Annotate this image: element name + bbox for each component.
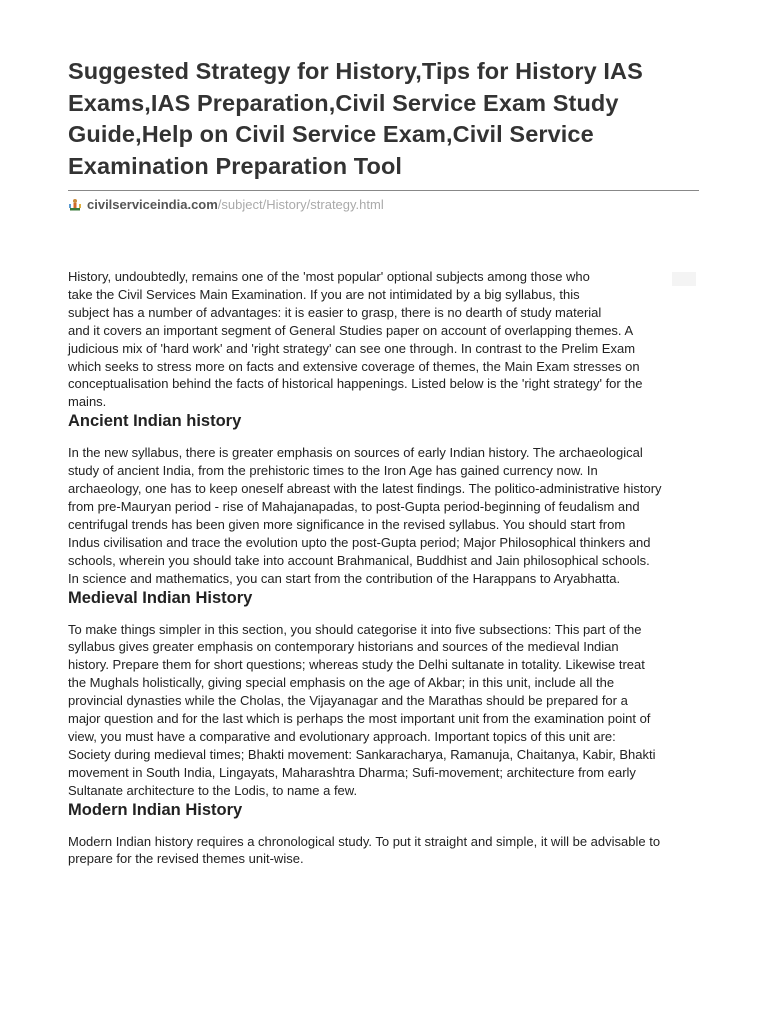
text-line: judicious mix of 'hard work' and 'right strategy' can see one through. In contrast to the Prelim Exam — [68, 340, 636, 356]
title-line: Exams,IAS Preparation,Civil Service Exam Study — [68, 89, 619, 116]
text-line: In science and mathematics, you can start from the contribution of the Harappans to Aryabhatta. — [68, 570, 621, 586]
title-divider — [68, 190, 699, 191]
text-line: In the new syllabus, there is greater emphasis on sources of early Indian history. The archaeological — [68, 445, 643, 461]
title-line: Guide,Help on Civil Service Exam,Civil Service — [68, 121, 594, 147]
section-paragraph-modern — [68, 833, 702, 869]
text-line: movement in South India, Lingayats, Maharashtra Dharma; Sufi-movement; architecture from early — [68, 764, 636, 780]
text-line: the Mughals holistically, giving special emphasis on the age of Akbar; in this unit, include all the — [68, 675, 615, 691]
document-page — [68, 56, 702, 868]
source-domain[interactable]: civilserviceindia.com — [87, 197, 218, 212]
text-line: To make things simpler in this section, you should categorise it into five subsections: This part of the — [68, 621, 642, 637]
intro-paragraph — [68, 268, 702, 411]
source-link[interactable] — [68, 197, 702, 213]
text-line: view, you must have a comparative and evolutionary approach. Important topics of this unit are: — [68, 728, 616, 744]
site-favicon-icon — [68, 198, 82, 212]
text-line: History, undoubtedly, remains one of the 'most popular' optional subjects among those who — [68, 269, 590, 284]
text-line: from pre-Mauryan period - rise of Mahajanapadas, to post-Gupta period-beginning of feudalism and — [68, 498, 640, 514]
text-line: provincial dynasties while the Cholas, the Vijayanagar and the Marathas should be prepared for a — [68, 693, 628, 709]
section-paragraph-medieval — [68, 621, 702, 800]
text-line: and it covers an important segment of General Studies paper on account of overlapping themes. A — [68, 322, 634, 338]
text-line: centrifugal trends has been given more significance in the revised syllabus. You should start from — [68, 516, 626, 532]
section-paragraph-ancient — [68, 444, 702, 587]
text-line: which seeks to stress more on facts and extensive coverage of themes, the Main Exam stresses on — [68, 358, 640, 374]
section-heading-modern: Modern Indian History — [68, 800, 243, 819]
text-line: Indus civilisation and trace the evolution upto the post-Gupta period; Major Philosophical thinkers and — [68, 534, 651, 550]
text-line: major question and for the last which is perhaps the most important unit from the examination point of — [68, 711, 651, 727]
title-line: Examination Preparation Tool — [68, 152, 403, 179]
text-line: subject has a number of advantages: it is easier to grasp, there is no dearth of study material — [68, 304, 602, 320]
text-line: prepare for the revised themes unit-wise. — [68, 851, 304, 867]
title-line: Suggested Strategy for History,Tips for History IAS — [68, 58, 643, 84]
text-line: Sultanate architecture to the Lodis, to name a few. — [68, 782, 358, 798]
text-line: study of ancient India, from the prehistoric times to the Iron Age has gained currency now. In — [68, 463, 598, 479]
source-path[interactable]: /subject/History/strategy.html — [217, 197, 384, 212]
text-line: archaeology, one has to keep oneself abreast with the latest findings. The politico-administrative history — [68, 481, 662, 497]
section-heading-medieval: Medieval Indian History — [68, 588, 253, 607]
page-title — [68, 56, 702, 182]
text-line: take the Civil Services Main Examination. If you are not intimidated by a big syllabus, this — [68, 286, 580, 302]
section-heading-ancient: Ancient Indian history — [68, 412, 242, 431]
text-line: schools, wherein you should take into account Brahmanical, Buddhist and Jain philosophical schools. — [68, 552, 650, 568]
text-line: syllabus gives greater emphasis on contemporary historians and sources of the medieval Indian — [68, 639, 619, 655]
text-line: Society during medieval times; Bhakti movement: Sankaracharya, Ramanuja, Chaitanya, Kabir, Bhakti — [68, 746, 656, 762]
text-line: Modern Indian history requires a chronological study. To put it straight and simple, it will be advisable to — [68, 833, 661, 849]
text-line: history. Prepare them for short questions; whereas study the Delhi sultanate in totality. Likewise treat — [68, 657, 645, 673]
text-line: conceptualisation behind the facts of historical happenings. Listed below is the 'right strategy' for the — [68, 376, 643, 392]
text-line: mains. — [68, 394, 107, 410]
